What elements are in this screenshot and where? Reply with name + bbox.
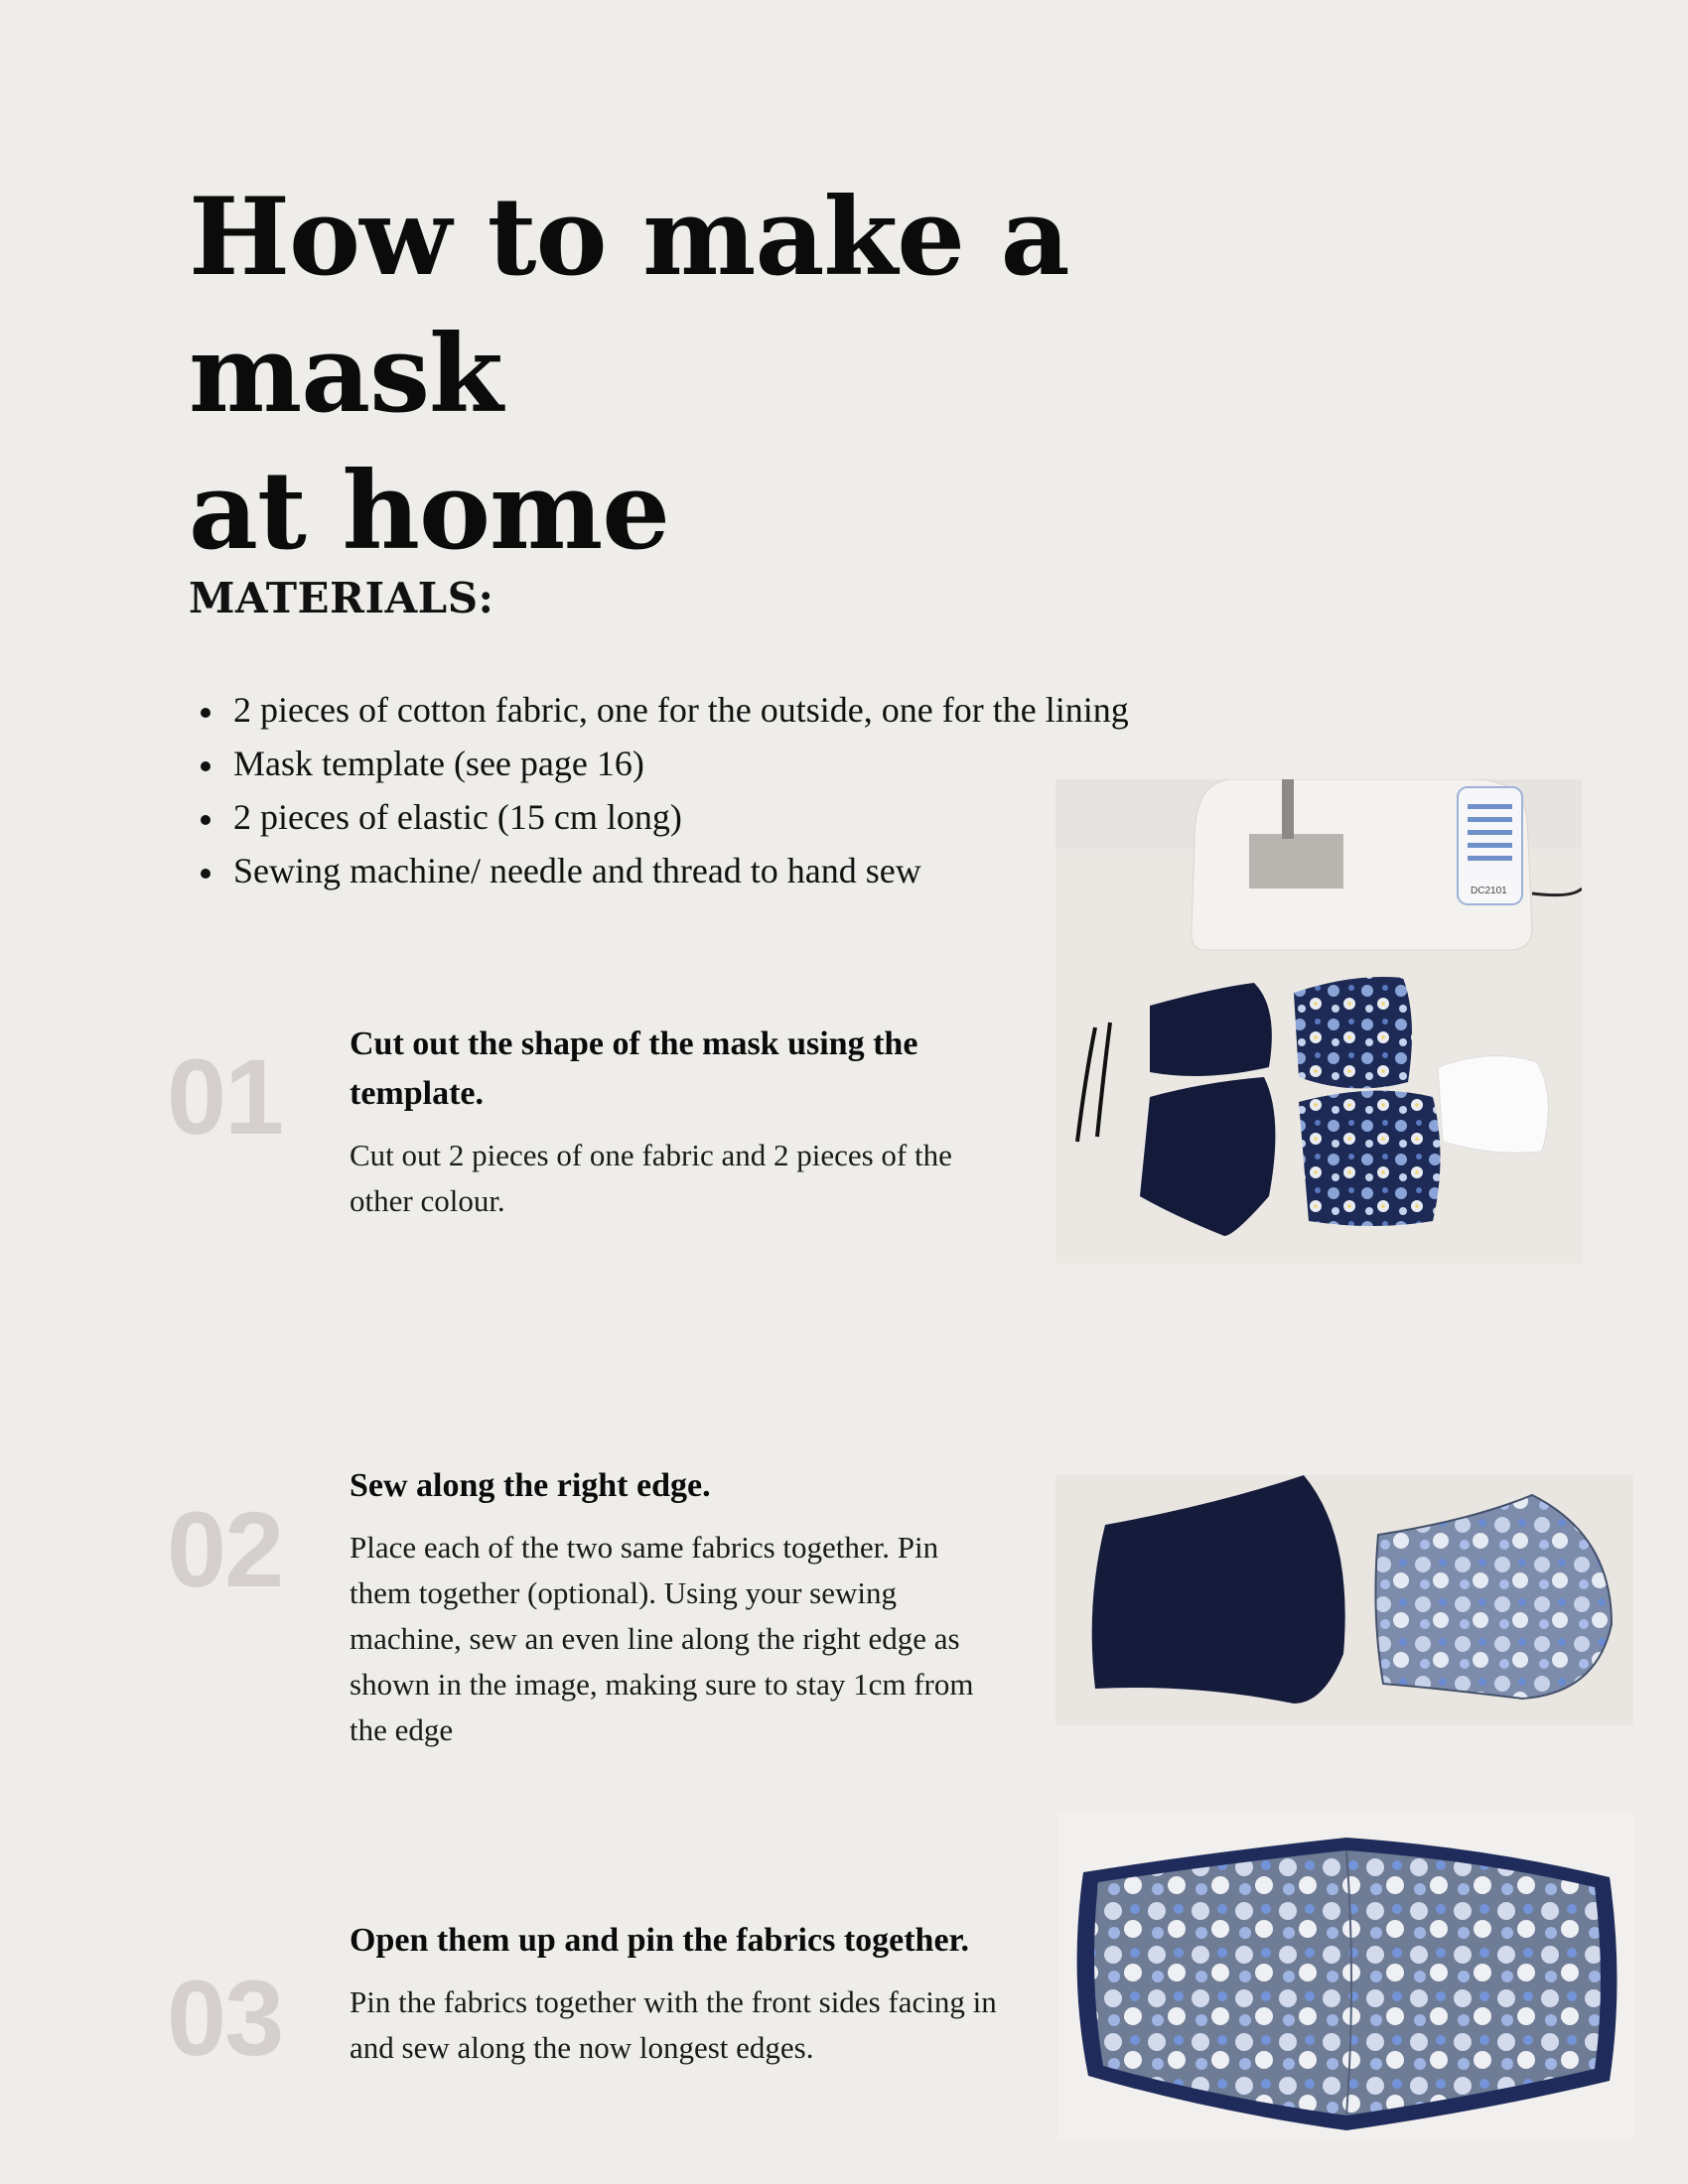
step-03 — [350, 1916, 1005, 2071]
step-number-03: 03 — [167, 1958, 283, 2078]
material-item: Sewing machine/ needle and thread to hand sew — [189, 844, 1129, 897]
photo-cut-fabric-svg — [1055, 779, 1582, 1264]
step-number-02: 02 — [167, 1489, 283, 1609]
step-heading: Sew along the right edge. — [350, 1467, 711, 1504]
step-body: Pin the fabrics together with the front sides facing in and sew along the now longest edges. — [350, 1984, 997, 2065]
machine-model-label: DC2101 — [1471, 886, 1507, 896]
materials-heading: MATERIALS: — [189, 574, 494, 622]
page-title — [189, 169, 1380, 580]
step-02 — [350, 1461, 1005, 1753]
photo-sewn-right-edge — [1055, 1475, 1633, 1725]
step-heading: Open them up and pin the fabrics together. — [350, 1922, 970, 1959]
step-body: Place each of the two same fabrics together. Pin them together (optional). Using your sewing machine, sew an even line along the right edge as shown in the image, making sure to stay 1cm from the edge — [350, 1530, 974, 1747]
materials-list — [189, 683, 1129, 897]
step-01 — [350, 1020, 1005, 1224]
step-number-01: 01 — [167, 1036, 283, 1157]
photo-cut-fabric-pieces — [1055, 779, 1582, 1264]
material-item: 2 pieces of elastic (15 cm long) — [189, 790, 1129, 844]
step-heading: Cut out the shape of the mask using the template. — [350, 1025, 918, 1112]
photo-sewn-svg — [1055, 1475, 1633, 1725]
title-line-1: How to make a mask — [189, 175, 1069, 437]
material-item: 2 pieces of cotton fabric, one for the outside, one for the lining — [189, 683, 1129, 737]
photo-pinned-mask-svg — [1058, 1813, 1634, 2140]
photo-pinned-mask — [1058, 1813, 1634, 2140]
title-line-2: at home — [189, 449, 670, 574]
step-body: Cut out 2 pieces of one fabric and 2 pieces of the other colour. — [350, 1138, 952, 1218]
material-item: Mask template (see page 16) — [189, 737, 1129, 790]
